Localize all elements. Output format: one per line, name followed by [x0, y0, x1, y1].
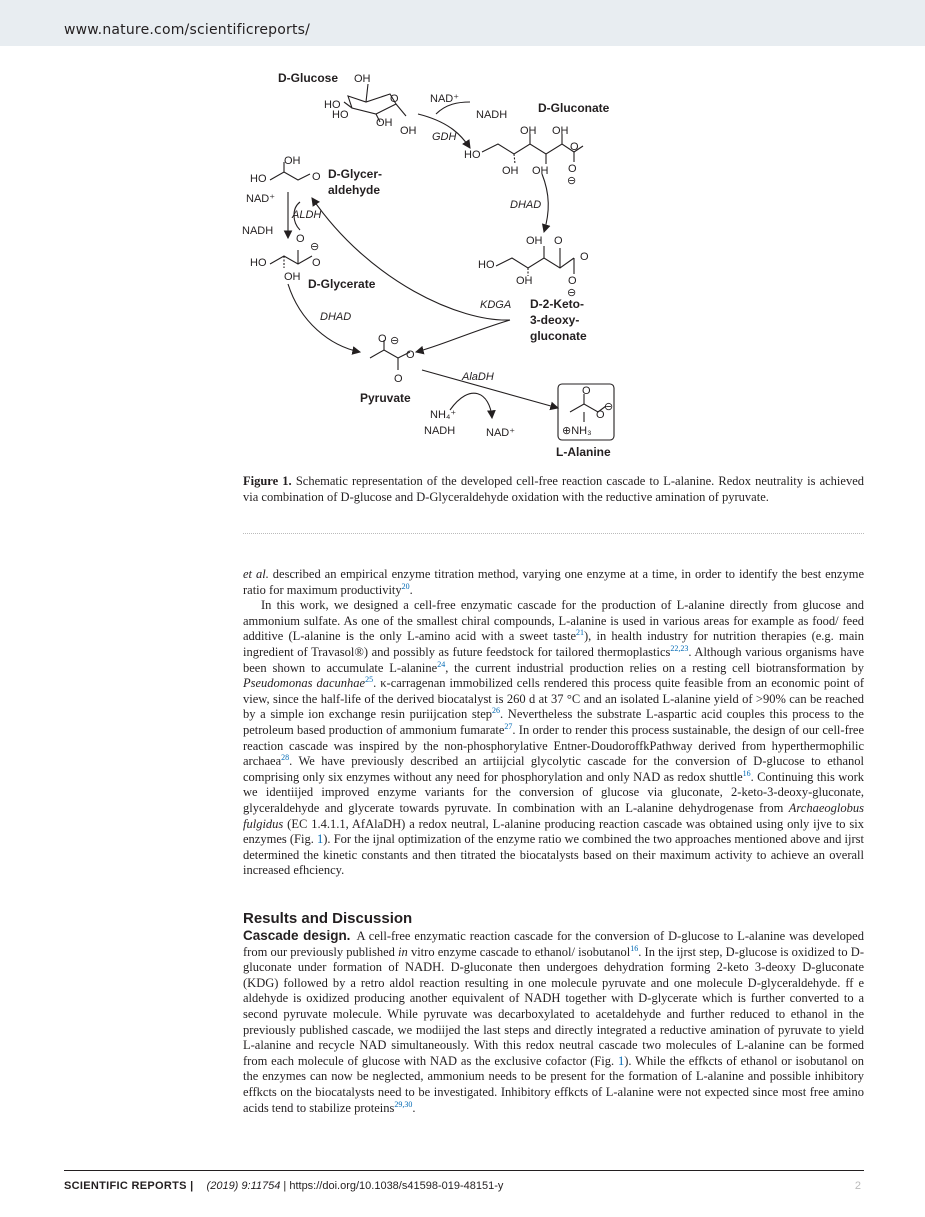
atom-o: O — [394, 373, 403, 385]
label-d-glycerate: D-Glycerate — [308, 277, 376, 291]
text-run: . We have previously described an artiijcial glycolytic cascade for the conversion of D-glucose to ethanol comprising only six enzymes without any need for phosphorylation and only NAD as redox shuttle — [243, 754, 864, 784]
atom-o: O — [580, 251, 589, 263]
text-run: . Continuing this work we identiijed improved enzyme variants for the conversion of glucose via gluconate, 2-keto-3-deoxy-gluconate, glyceraldehyde and glycerate towards pyruvate. In combination with an L-alanine dehydrogenase from — [243, 769, 864, 815]
text-run: . In the ijrst step, D-glucose is oxidized to D-gluconate under formation of NADH. D-gluconate then undergoes dehydration forming 2-keto 3-deoxy D-gluconate (KDG) followed by a retro aldol reaction resulting in one molecule pyruvate and one molecule D-glyceraldehyde. ff e aldehyde is oxidized producing another equivalent of NADH together with D-glycerate which is further converted to a second pyruvate molecule. While pyruvate was decarboxylated to acetaldehyde and further reduced to ethanol in the previously published cascade, we modiijed the last steps and directly integrated a reductive amination of pyruvate to yield L-alanine and recycle NAD simultaneously. With this redox neutral cascade two molecules of L-alanine can be formed from each molecule of glucose with NAD as the exclusive cofactor (Fig. — [243, 944, 864, 1068]
citation: (2019) 9:11754 — [206, 1180, 281, 1192]
atom-ho: HO — [332, 109, 349, 121]
page-footer — [64, 1180, 503, 1192]
atom-o: O — [554, 235, 563, 247]
enzyme-dhad-1: DHAD — [510, 199, 542, 211]
reference-link[interactable]: 28 — [281, 752, 290, 762]
label-kdg-2: 3-deoxy- — [530, 313, 580, 327]
results-text — [243, 928, 864, 1116]
reference-link[interactable]: 27 — [504, 721, 513, 731]
pyruvate-chain — [370, 350, 410, 358]
label-glyceraldehyde-2: aldehyde — [328, 183, 381, 197]
italic-text: Archaeoglobus fulgidus — [243, 800, 864, 831]
text-run: A cell-free enzymatic reaction cascade for the conversion of D-glucose to L-alanine was developed from our previously published — [243, 929, 864, 959]
doi-link[interactable]: | https://doi.org/10.1038/s41598-019-48151-y — [283, 1180, 504, 1192]
cofactor-nadh: NADH — [242, 225, 274, 237]
atom-oh: OH — [516, 275, 533, 287]
page-header — [0, 0, 925, 46]
atom-ho: HO — [250, 173, 267, 185]
atom-oh: OH — [532, 165, 549, 177]
reference-link[interactable]: 22,23 — [670, 643, 689, 653]
reference-link[interactable]: 25 — [365, 675, 374, 684]
atom-o: O — [312, 257, 321, 269]
introduction-text — [243, 567, 864, 879]
reference-link[interactable]: 21 — [576, 628, 585, 638]
cofactor-nadh: NADH — [424, 425, 456, 437]
atom-oh: OH — [354, 73, 371, 85]
italic-text: in — [398, 944, 408, 959]
atom-ho: HO — [250, 257, 267, 269]
subsection-title: Cascade design. — [243, 928, 351, 943]
reference-link[interactable]: 26 — [492, 706, 501, 716]
charge-minus: ⊖ — [604, 401, 614, 413]
caption-divider — [243, 533, 864, 534]
reference-link[interactable]: 16 — [742, 768, 751, 778]
atom-o: O — [596, 409, 605, 421]
reference-link[interactable]: 29,30 — [394, 1099, 413, 1109]
text-run: In this work, we designed a cell-free enzymatic cascade for the production of L-alanine directly from glucose and ammonium sulfate. As one of the smallest chiral compounds, L-alanine is used in various areas for example as food/ feed additive (L-alanine is the only L-amino acid with a sweet taste — [243, 598, 864, 644]
dhad-arrow-1 — [542, 174, 548, 232]
label-pyruvate: Pyruvate — [360, 391, 411, 405]
figure-link[interactable]: 1 — [618, 1053, 625, 1068]
atom-o: O — [570, 141, 579, 153]
caption-text: Schematic representation of the developed cell-free reaction cascade to L-alanine. Redox neutrality is achieved via combination of D-glucose and D-Glyceraldehyde oxidation with the reductive amination of pyruvate. — [243, 474, 865, 504]
italic-text: Pseudomonas dacunhae — [243, 676, 366, 691]
atom-ho: HO — [324, 99, 341, 111]
label-d-glucose: D-Glucose — [278, 71, 339, 85]
atom-oh: OH — [526, 235, 543, 247]
atom-o: O — [390, 93, 399, 105]
caption-label: Figure 1. — [243, 474, 292, 488]
atom-oh: OH — [520, 125, 537, 137]
figure-1-scheme — [240, 62, 640, 467]
atom-ho: HO — [478, 259, 495, 271]
text-run: (EC 1.4.1.1, AfAlaDH) a redox neutral, L-alanine producing reaction cascade was obtained using only ijve to six enzymes (Fig. — [243, 816, 864, 847]
enzyme-aldh: ALDH — [292, 209, 322, 221]
reference-link[interactable]: 24 — [437, 659, 446, 669]
text-run: ). For the ijnal optimization of the enzyme ratio we combined the two approaches mentioned above and ijrst determined the kinetic constants and then titrated the biocatalysts based on their maximum activity to achieve an overall increased efhciency. — [243, 832, 864, 878]
figure-link[interactable]: 1 — [317, 832, 324, 847]
kdg-chain — [496, 258, 574, 268]
atom-o: O — [568, 163, 577, 175]
italic-text: et al. — [243, 567, 269, 581]
enzyme-dhad-2: DHAD — [320, 311, 352, 323]
label-kdg-3: gluconate — [530, 329, 587, 343]
charge-minus: ⊖ — [310, 241, 320, 253]
cofactor-nad: NAD⁺ — [430, 93, 460, 105]
atom-oh: OH — [502, 165, 519, 177]
footer-divider — [64, 1170, 864, 1171]
atom-o: O — [406, 349, 415, 361]
reaction-scheme-svg — [240, 62, 640, 467]
text-run: . — [412, 1100, 416, 1115]
text-run: , the current industrial production relies on a resting cell biotransformation by — [445, 660, 864, 675]
atom-oh: OH — [552, 125, 569, 137]
journal-name: SCIENTIFIC REPORTS | — [64, 1180, 194, 1192]
glucose-ring — [348, 94, 396, 114]
atom-o: O — [568, 275, 577, 287]
atom-o: O — [312, 171, 321, 183]
cofactor-nad: NAD⁺ — [486, 427, 516, 439]
charge-minus: ⊖ — [567, 175, 577, 187]
text-run: . Although various organisms have been shown to accumulate L-alanine — [243, 644, 864, 675]
glycerate-chain — [270, 256, 312, 264]
ammonium-group: ⊕NH₃ — [562, 425, 592, 437]
cofactor-nad: NAD⁺ — [246, 193, 276, 205]
cofactor-nh4: NH₄⁺ — [430, 409, 457, 421]
enzyme-aladh: AlaDH — [462, 371, 494, 383]
kdga-arrow-pyruvate — [416, 320, 510, 352]
label-kdg-1: D-2-Keto- — [530, 297, 584, 311]
label-l-alanine: L-Alanine — [556, 445, 611, 459]
text-run: described an empirical enzyme titration method, varying one enzyme at a time, in order to identify the best enzyme ratio for maximum productivity — [243, 567, 865, 597]
glyceraldehyde-chain — [270, 172, 310, 180]
enzyme-gdh: GDH — [432, 131, 457, 143]
journal-url[interactable]: www.nature.com/scientificreports/ — [64, 22, 311, 38]
page-number: 2 — [854, 1180, 861, 1192]
gluconate-chain — [482, 144, 574, 154]
atom-oh: OH — [284, 271, 301, 283]
cofactor-nadh: NADH — [476, 109, 508, 121]
charge-minus: ⊖ — [390, 335, 400, 347]
paragraph — [243, 598, 864, 879]
atom-ho: HO — [464, 149, 481, 161]
reference-link[interactable]: 20 — [401, 581, 410, 591]
label-glyceraldehyde-1: D-Glycer- — [328, 167, 383, 181]
figure-caption — [243, 473, 864, 505]
section-title: Results and Discussion — [243, 910, 413, 927]
reference-link[interactable]: 16 — [630, 943, 639, 953]
text-run: ), in health industry for nutrition therapies (e.g. main ingredient of Travasol®) and possibly as future feedstock for tailored thermoplastics — [243, 629, 864, 659]
charge-minus: ⊖ — [567, 287, 577, 299]
text-run: ). While the effkcts of ethanol or isobutanol on the enzymes can now be neglected, ammonium needs to be present for the formation of L-alanine and possible inhibitory effkcts on the biocatalysts need to be investigated. Inhibitory effkcts of L-alanine were not expected since most free amino acids tend to stabilize proteins — [243, 1053, 864, 1115]
paragraph: et al. described an empirical enzyme titration method, varying one enzyme at a time, in order to identify the best enzyme ratio for maximum productivity$^{20}$. — [243, 567, 865, 597]
text-run: vitro enzyme cascade to ethanol/ isobutanol — [407, 944, 631, 959]
text-run: . κ-carragenan immobilized cells rendered this process quite feasible from an economic point of view, since the half-life of the derived biocatalyst is 260 d at 37 °C and an isolated L-alanine yield of >90% can be reached by a simple ion exchange resin puriijcation step — [243, 676, 864, 722]
atom-oh: OH — [284, 155, 301, 167]
text-run: . Nevertheless the substrate L-aspartic acid couples this process to the petroleum based production of ammonium fumarate — [243, 707, 864, 737]
text-run: . In order to render this process sustainable, the design of our cell-free reaction cascade was inspired by the non-phosphorylative Entner-DoudoroffkPathway derived from hyperthermophilic archaea — [243, 722, 864, 769]
enzyme-kdga: KDGA — [480, 299, 512, 311]
atom-o: O — [582, 385, 591, 397]
atom-o: O — [296, 233, 305, 245]
label-d-gluconate: D-Gluconate — [538, 101, 610, 115]
atom-oh: OH — [376, 117, 393, 129]
atom-oh: OH — [400, 125, 417, 137]
atom-o: O — [378, 333, 387, 345]
